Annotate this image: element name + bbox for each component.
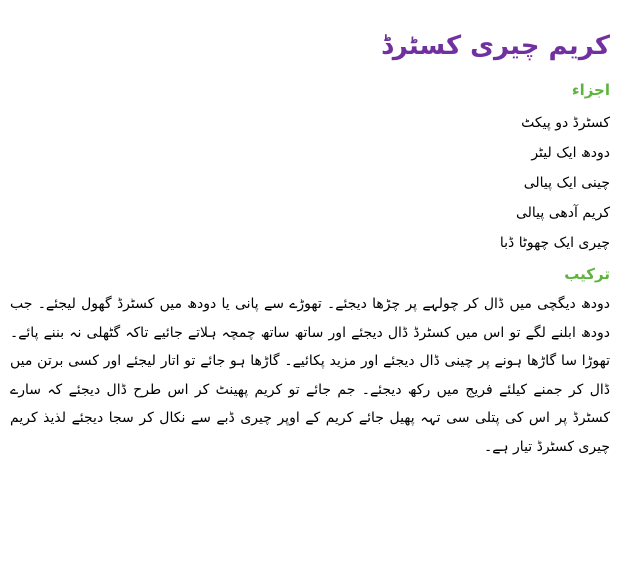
ingredients-list xyxy=(10,108,610,258)
method-heading: ترکیب xyxy=(564,265,610,283)
ingredients-heading: اجزاء xyxy=(571,81,610,99)
ingredient-item: کریم آدھی پیالی xyxy=(515,205,610,221)
ingredient-item: دودھ ایک لیٹر xyxy=(531,145,610,161)
ingredient-item: چینی ایک پیالی xyxy=(523,175,610,191)
ingredient-item: چیری ایک چھوٹا ڈبا xyxy=(499,235,610,251)
method-paragraph: دودھ دیگچی میں ڈال کر چولہے پر چڑھا دیجئے۔ تھوڑے سے پانی یا دودھ میں کسٹرڈ گھول لیجئے۔ جب دودھ ابلنے لگے تو اس میں کسٹرڈ ڈال دیجئے اور ساتھ ساتھ چمچہ ہلاتے جائیے تاکہ گٹھلی نہ بننے پائے۔ تھوڑا سا گاڑھا ہونے پر چینی ڈال دیجئے اور مزید پکائیے۔ گاڑھا ہو جائے تو اتار لیجئے اور کسی برتن میں ڈال کر جمنے کیلئے فریج میں رکھ دیجئے۔ جم جائے تو کریم پھینٹ کر اس طرح ڈال دیجئے کہ سارے کسٹرڈ پر اس کی پتلی سی تہہ پھیل جائے کریم کے اوپر چیری ڈبے سے نکال کر سجا دیجئے لذیذ کریم چیری کسٹرڈ تیار ہے۔ xyxy=(10,296,610,455)
recipe-title: کریم چیری کسٹرڈ xyxy=(381,31,610,61)
ingredient-item: کسٹرڈ دو پیکٹ xyxy=(521,115,610,131)
